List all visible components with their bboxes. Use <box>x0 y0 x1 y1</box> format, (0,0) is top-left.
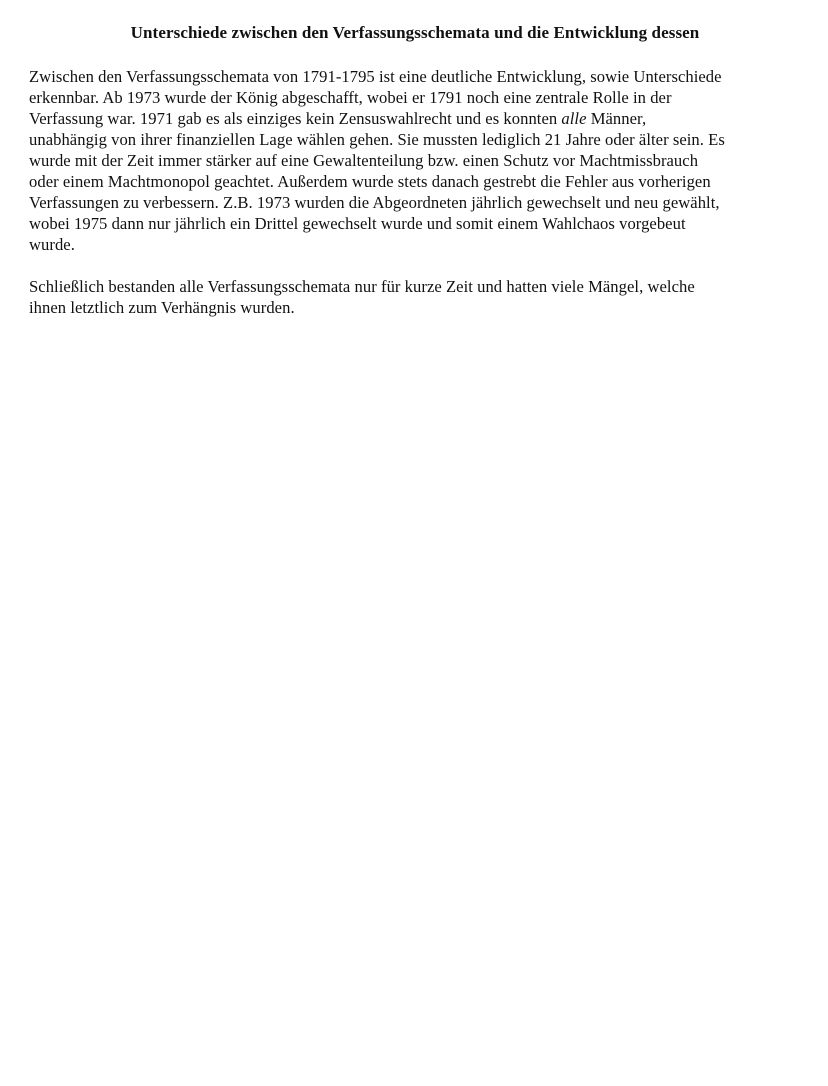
text-line: Verfassungen zu verbessern. Z.B. 1973 wurden die Abgeordneten jährlich gewechselt und neu gewählt, <box>29 193 720 212</box>
text-line: unabhängig von ihrer finanziellen Lage wählen gehen. Sie mussten lediglich 21 Jahre oder älter sein. Es <box>29 130 725 149</box>
text-line: wobei 1975 dann nur jährlich ein Drittel gewechselt wurde und somit einem Wahlchaos vorgebeut <box>29 214 686 233</box>
text-segment: Männer, <box>586 109 647 128</box>
text-line: wurde mit der Zeit immer stärker auf eine Gewaltenteilung bzw. einen Schutz vor Machtmissbrauch <box>29 151 699 170</box>
document-page <box>29 21 801 318</box>
text-line <box>29 108 801 129</box>
text-line: oder einem Machtmonopol geachtet. Außerdem wurde stets danach gestrebt die Fehler aus vorherigen <box>29 172 711 191</box>
text-line: erkennbar. Ab 1973 wurde der König abgeschafft, wobei er 1791 noch eine zentrale Rolle in der <box>29 88 672 107</box>
paragraph-conclusion <box>29 276 801 318</box>
text-line: Zwischen den Verfassungsschemata von 1791-1795 ist eine deutliche Entwicklung, sowie Unterschiede <box>29 67 722 86</box>
text-segment: Verfassung war. 1971 gab es als einziges kein Zensuswahlrecht und es konnten <box>29 109 562 128</box>
text-line: wurde. <box>29 235 75 254</box>
document-title: Unterschiede zwischen den Verfassungsschemata und die Entwicklung dessen <box>130 23 700 42</box>
text-line: Schließlich bestanden alle Verfassungsschemata nur für kurze Zeit und hatten viele Mängel, welche <box>29 277 695 296</box>
emphasis-text: alle <box>561 109 587 128</box>
text-line: ihnen letztlich zum Verhängnis wurden. <box>29 298 295 317</box>
paragraph-development <box>29 66 801 255</box>
